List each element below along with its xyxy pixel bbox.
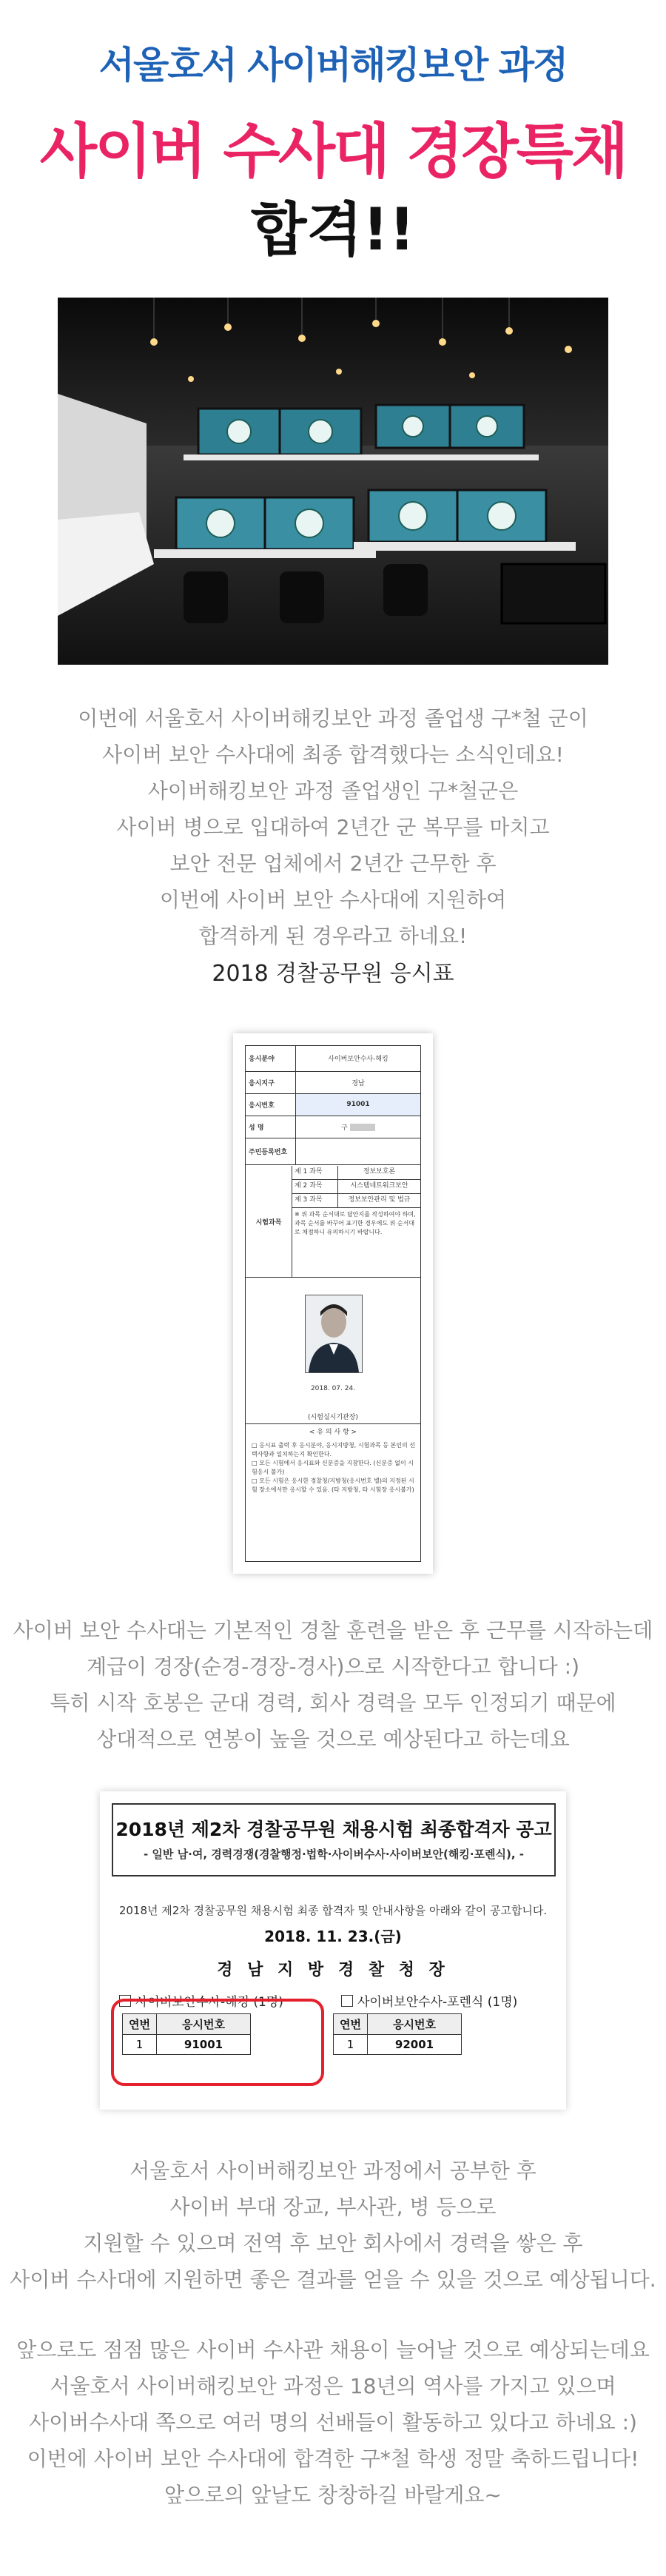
ticket-frame [245, 1045, 421, 1562]
table-header: 응시번호 [156, 2014, 250, 2035]
subject-no: 제 2 과목 [292, 1180, 338, 1193]
table-cell: 1 [334, 2035, 368, 2055]
header-title: 사이버 수사대 경장특채 [39, 117, 627, 186]
ticket-value: 구 [341, 1124, 348, 1132]
header-pass: 합격!! [251, 197, 415, 264]
intro-paragraph [0, 700, 666, 954]
subject-no: 제 3 과목 [292, 1194, 338, 1207]
closing-line: 사이버수사대 쪽으로 여러 명의 선배들이 활동하고 있다고 하네요 :) [29, 2410, 637, 2435]
rank-line: 사이버 보안 수사대는 기본적인 경찰 훈련을 받은 후 근무를 시작하는데 [13, 1618, 653, 1643]
ticket-notice-title: < 유 의 사 항 > [309, 1429, 357, 1436]
result-table-forensic [333, 2013, 462, 2055]
ticket-label: 응시분야 [246, 1046, 296, 1071]
closing-line: 앞으로의 앞날도 창창하길 바랄게요~ [164, 2483, 502, 2507]
ticket-value: 경남 [296, 1071, 421, 1093]
table-header: 연번 [123, 2014, 157, 2035]
checkbox-icon [341, 1995, 353, 2007]
applicant-photo [305, 1295, 363, 1373]
ticket-section-title: 2018 경찰공무원 응시표 [212, 961, 454, 987]
notice-agency: 경 남 지 방 경 찰 청 장 [217, 1961, 449, 1979]
ticket-issuer: (시험실시기관장) [308, 1414, 358, 1421]
ticket-label: 성 명 [246, 1116, 296, 1138]
ticket-value [296, 1138, 421, 1164]
notice-body: 2018년 제2차 경찰공무원 채용시험 최종 합격자 및 안내사항을 아래와 같이 공고합니다. [118, 1904, 548, 1917]
table-cell: 91001 [156, 2035, 250, 2055]
subject-name: 정보보안관리 및 법규 [348, 1196, 411, 1204]
career-line: 사이버 부대 장교, 부사관, 병 등으로 [169, 2195, 497, 2219]
rank-line: 계급이 경장(순경-경장-경사)으로 시작한다고 합니다 :) [86, 1654, 580, 1679]
closing-line: 앞으로도 점점 많은 사이버 수사관 채용이 늘어날 것으로 예상되는데요 [16, 2338, 650, 2362]
career-line: 지원할 수 있으며 전역 후 보안 회사에서 경력을 쌓은 후 [83, 2231, 583, 2255]
ticket-exam-number: 91001 [296, 1093, 421, 1116]
ticket-subject-label: 시험과목 [246, 1166, 292, 1278]
ticket-label: 주민등록번호 [246, 1138, 296, 1164]
lab-photo [58, 298, 608, 665]
table-cell: 92001 [367, 2035, 461, 2055]
applicant-silhouette [306, 1295, 362, 1372]
ticket-notice-item: □ 모든 시험에서 응시표와 신분증을 지참한다. (신분증 없이 시험응시 불가) [252, 1460, 414, 1475]
ticket-notice-item: □ 응시표 출력 후 응시분야, 응시지방청, 시험과목 등 본인의 선택사항과 일치하는지 확인한다. [252, 1442, 416, 1458]
subject-name: 정보보호론 [363, 1168, 396, 1175]
career-line: 사이버 수사대에 지원하면 좋은 결과를 얻을 수 있을 것으로 예상됩니다. [10, 2267, 656, 2292]
career-line: 서울호서 사이버해킹보안 과정에서 공부한 후 [130, 2159, 536, 2183]
career-paragraph [0, 2153, 666, 2298]
subject-name: 시스템네트워크보안 [350, 1182, 408, 1190]
notice-title-box [112, 1803, 556, 1876]
ticket-subjects [292, 1166, 420, 1278]
header-subtitle: 서울호서 사이버해킹보안 과정 [98, 44, 568, 87]
lab-photo-illustration [58, 298, 608, 665]
group-name: 사이버보안수사-포렌식 (1명) [357, 1995, 518, 2010]
notice-date: 2018. 11. 23.(금) [264, 1928, 402, 1945]
notice-title: 2018년 제2차 경찰공무원 채용시험 최종합격자 공고 [115, 1819, 552, 1840]
ticket-date: 2018. 07. 24. [310, 1385, 356, 1392]
intro-line: 보안 전문 업체에서 2년간 근무한 후 [169, 851, 497, 876]
rank-line: 상대적으로 연봉이 높을 것으로 예상된다고 하는데요 [96, 1727, 570, 1751]
intro-line: 이번에 서울호서 사이버해킹보안 과정 졸업생 구*철 군이 [78, 706, 588, 731]
subject-no: 제 1 과목 [292, 1166, 338, 1179]
ticket-info-table [246, 1046, 420, 1165]
intro-line: 이번에 사이버 보안 수사대에 지원하여 [159, 888, 507, 912]
highlight-circle [111, 1999, 324, 2086]
intro-line: 사이버 병으로 입대하여 2년간 군 복무를 마치고 [116, 815, 550, 839]
name-blur [350, 1124, 375, 1131]
intro-line: 합격하게 된 경우라고 하네요! [198, 924, 468, 948]
group-forensic [341, 1991, 517, 2010]
intro-line: 사이버 보안 수사대에 최종 합격했다는 소식인데요! [102, 742, 564, 767]
ticket-notice-item: □ 모든 시험은 응시한 경찰청/지방청(응시번호 별)의 지정된 시험 장소에서만 응시할 수 있음. (타 지방청, 타 시험장 응시불가) [252, 1477, 414, 1493]
rank-line: 특히 시작 호봉은 군대 경력, 회사 경력을 모두 인정되기 때문에 [50, 1691, 616, 1715]
exam-ticket [233, 1033, 433, 1574]
subject-note: ※ 위 과목 순서대로 답안지를 작성하여야 하며, 과목 순서를 바꾸어 표기한 경우에도 위 순서대로 채점하니 유의하시기 바랍니다. [295, 1211, 416, 1235]
closing-line: 이번에 사이버 보안 수사대에 합격한 구*철 학생 정말 축하드립니다! [27, 2446, 639, 2471]
notice-subtitle: - 일반 남·여, 경력경쟁(경찰행정·법학·사이버수사·사이버보안(해킹·포렌식), - [143, 1848, 524, 1861]
table-header: 연번 [334, 2014, 368, 2035]
ticket-value: 사이버보안수사-해킹 [296, 1046, 421, 1071]
closing-paragraph [0, 2332, 666, 2513]
table-cell: 1 [123, 2035, 157, 2055]
rank-paragraph [0, 1612, 666, 1757]
intro-line: 사이버해킹보안 과정 졸업생인 구*철군은 [147, 779, 519, 803]
group-name: 사이버보안수사-해킹 (1명) [135, 1995, 283, 2010]
ticket-label: 응시지구 [246, 1071, 296, 1093]
ticket-divider [246, 1423, 420, 1424]
ticket-notice-list [252, 1441, 416, 1495]
ticket-label: 응시번호 [246, 1093, 296, 1116]
closing-line: 서울호서 사이버해킹보안 과정은 18년의 역사를 가지고 있으며 [50, 2374, 616, 2398]
table-header: 응시번호 [367, 2014, 461, 2035]
